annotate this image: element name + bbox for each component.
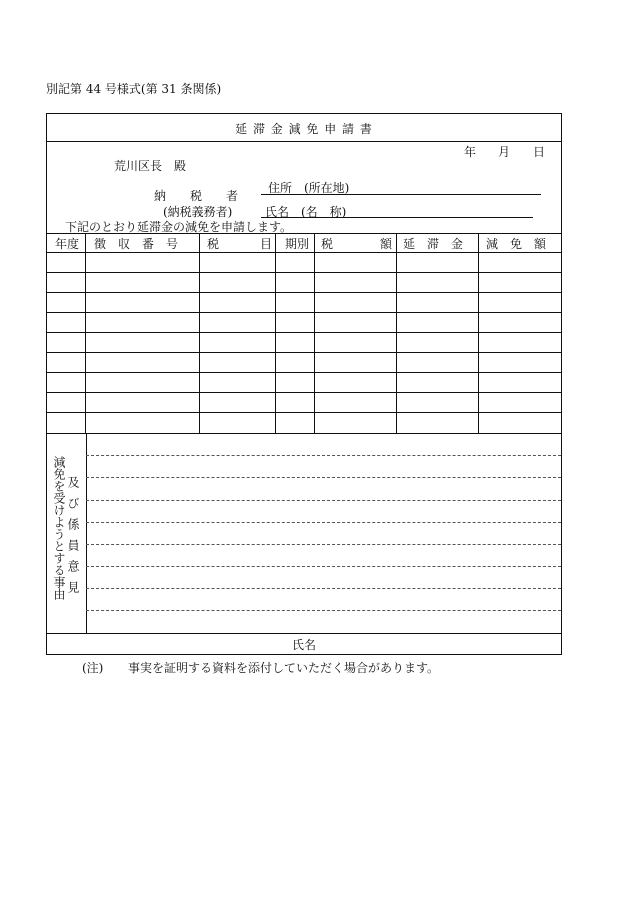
dotted-line — [86, 500, 561, 501]
date-day: 日 — [533, 145, 546, 159]
row-line — [47, 292, 561, 293]
address-label: 住所 (所在地) — [268, 181, 350, 195]
addressee: 荒川区長 殿 — [114, 159, 187, 173]
reason-divider — [86, 433, 87, 633]
date-month: 月 — [498, 145, 511, 159]
row-line — [47, 352, 561, 353]
title-divider — [47, 141, 561, 142]
row-line — [47, 372, 561, 373]
col-header-late-fee: 延 滞 金 — [403, 237, 464, 251]
staff-opinion-label: 及び係員意見 — [66, 476, 80, 602]
note-text: 事実を証明する資料を添付していただく場合があります。 — [128, 661, 440, 675]
col-header-period: 期別 — [285, 237, 310, 251]
col-header-tax2: 税 — [321, 237, 334, 251]
form-reference: 別記第 44 号様式(第 31 条関係) — [46, 82, 222, 96]
col-line — [396, 233, 397, 433]
name-label: 氏名 (名 称) — [265, 205, 347, 219]
dotted-line — [86, 566, 561, 567]
dotted-line — [86, 455, 561, 456]
request-text: 下記のとおり延滞金の減免を申請します。 — [65, 220, 293, 234]
col-header-reduction: 減 免 額 — [486, 237, 547, 251]
col-line — [478, 233, 479, 433]
col-header-amount: 額 — [380, 237, 393, 251]
col-header-tax: 税 — [207, 237, 220, 251]
dotted-line — [86, 588, 561, 589]
address-line — [261, 194, 541, 195]
row-line — [47, 272, 561, 273]
col-line — [85, 233, 86, 433]
row-line — [47, 332, 561, 333]
col-line — [314, 233, 315, 433]
dotted-line — [86, 610, 561, 611]
col-line — [199, 233, 200, 433]
taxpayer-obligor-label: (納税義務者) — [163, 205, 233, 219]
form-title: 延 滞 金 減 免 申 請 書 — [235, 122, 373, 136]
signature-label: 氏名 — [291, 638, 316, 652]
application-form — [46, 113, 562, 655]
col-header-collection-no: 徴 収 番 号 — [94, 237, 179, 251]
note-mark: (注) — [82, 661, 104, 675]
table-top-line — [47, 233, 561, 234]
header-bottom-line — [47, 252, 561, 253]
reason-label: 減免を受けようとする事由 — [52, 456, 66, 600]
col-line — [275, 233, 276, 433]
table-bottom-line — [47, 433, 561, 434]
col-header-year: 年度 — [55, 237, 80, 251]
date-year: 年 — [464, 145, 477, 159]
dotted-line — [86, 544, 561, 545]
dotted-line — [86, 477, 561, 478]
signature-top-line — [47, 633, 561, 634]
dotted-line — [86, 522, 561, 523]
col-header-item: 目 — [260, 237, 273, 251]
taxpayer-label: 納 税 者 — [154, 189, 239, 203]
name-line — [261, 217, 533, 218]
row-line — [47, 392, 561, 393]
row-line — [47, 412, 561, 413]
row-line — [47, 312, 561, 313]
